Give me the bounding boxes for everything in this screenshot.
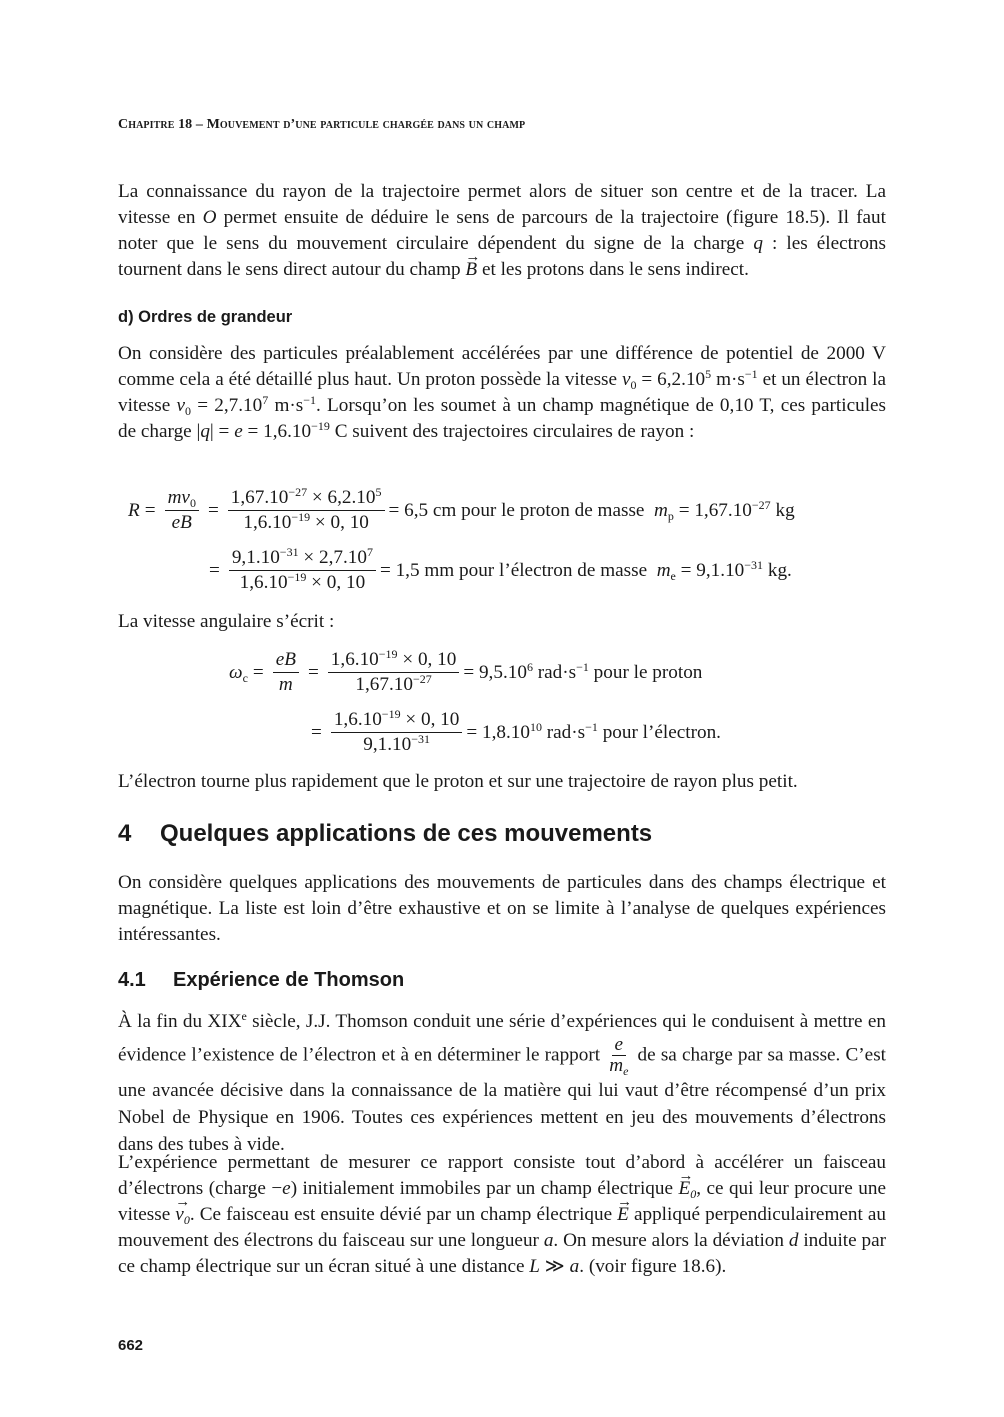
text: | = <box>209 421 235 442</box>
math-omega: ω <box>229 661 243 683</box>
text: p <box>667 508 674 523</box>
text: appliqué perpendiculairement au mouvement des électrons du faisceau sur une longueur <box>118 1204 886 1251</box>
exponent: −27 <box>751 497 771 512</box>
paragraph-trajectory <box>118 179 886 283</box>
chapter-title: Mouvement d’une particule chargée dans un champ <box>206 117 526 132</box>
text: = 1,67.10 <box>673 499 752 521</box>
text: e <box>612 1035 627 1056</box>
paragraph-conclusion: L’électron tourne plus rapidement que le proton et sur une trajectoire de rayon plus petit. <box>118 771 798 792</box>
text: 0 <box>690 1187 697 1201</box>
running-header <box>118 117 525 133</box>
paragraph-thomson-experiment <box>118 1150 886 1280</box>
text: m·s <box>268 395 304 416</box>
math-R: R <box>128 499 140 521</box>
text: L <box>529 1256 540 1277</box>
text: −1 <box>585 719 598 734</box>
exponent: −1 <box>744 367 758 381</box>
text: La connaissance du rayon de la trajectoire permet alors de situer son centre et de la tracer. La vitesse en <box>118 181 886 228</box>
text: rad·s <box>541 721 586 743</box>
text: × 6,2.10 <box>307 487 376 508</box>
page-number: 662 <box>118 1337 144 1354</box>
text: × 0, 10 <box>400 709 460 730</box>
vector-B: → B <box>465 257 477 283</box>
text: mv <box>167 487 190 508</box>
equation-omega-electron: = $\frac{1,6.10^{-19} \times 0, 10}{9,1.10^{-31}}$ = $1,8.10^{10}$ $rad\cdot s^{-1}$ pour l’électron. <box>311 707 721 755</box>
subscript: 0 <box>630 378 637 392</box>
text: m <box>609 1055 624 1076</box>
text: permet ensuite de déduire le sens de parcours de la trajectoire (figure 18.5). Il faut noter que le sens du mouvement circulaire dépendent du signe de la charge <box>118 207 886 254</box>
text: m <box>656 559 671 581</box>
equation-radius-electron: = $\frac{9,1.10^{-31} \times 2,7.10^7}{1,6.10^{-19} \times 0, 10}$ = 1,5 mm pour l’électron de masse $m_e = 9,1.10^{-31}$ kg. <box>209 545 792 593</box>
text: 9,1.10 <box>231 547 280 568</box>
text: On considère des particules préalablement accélérées par une différence de potentiel de 2000 V comme cela a été détaillé plus haut. Un proton possède la vitesse <box>118 343 886 390</box>
paragraph-angular: La vitesse angulaire s’écrit : <box>118 611 335 632</box>
math-q: q <box>753 233 763 254</box>
text: e <box>282 1178 291 1199</box>
text: pour le proton <box>588 661 703 683</box>
result-text: = 6,5 cm pour le proton de masse <box>388 499 650 521</box>
fraction <box>229 546 376 595</box>
paragraph-orders <box>118 341 886 445</box>
text: pour l’électron. <box>597 721 721 743</box>
text: C suivent des trajectoires circulaires de rayon : <box>329 421 695 442</box>
text: eB <box>275 649 296 670</box>
text: kg <box>770 499 795 521</box>
text: L’expérience permettant de mesurer ce rapport consiste tout d’abord à accélérer un faisceau d’électrons (charge − <box>118 1152 886 1199</box>
text: v <box>175 1204 184 1225</box>
text: 1,6.10 <box>330 649 379 670</box>
math-e: e <box>234 421 243 442</box>
text: rad·s <box>532 661 577 683</box>
text: = 9,1.10 <box>675 559 745 581</box>
fraction <box>331 708 463 757</box>
omega-symbol <box>229 660 248 686</box>
text: ≫ <box>539 1256 570 1277</box>
equation-radius-proton: R = $\frac{mv_0}{eB}$ = $\frac{1,67.10^{-27} \times 6,2.10^5}{1,6.10^{-19} \times 0, 10}$ = 6,5 cm pour le proton de masse $m_p = 1,67.10^{-27}$ kg <box>128 485 795 533</box>
vector-v0 <box>175 1202 190 1228</box>
text: −19 <box>378 647 398 661</box>
paragraph-thomson-history <box>118 1008 886 1158</box>
text: induite par ce champ électrique sur un écran situé à une distance <box>118 1230 886 1277</box>
text: À la fin du XIX <box>118 1011 242 1032</box>
text: . Lorsqu’on les soumet à un champ magnétique de 0,10 T, ces particules de charge | <box>118 395 887 442</box>
result <box>389 498 795 524</box>
text: = 9,5.10 <box>463 661 527 683</box>
text: a <box>569 1256 580 1277</box>
text: × 0, 10 <box>310 512 369 533</box>
text: 1,6.10 <box>333 709 382 730</box>
subscript: 0 <box>184 404 191 418</box>
text: . On mesure alors la déviation <box>553 1230 789 1251</box>
text: . (voir figure 18.6). <box>579 1256 727 1277</box>
text: eB <box>171 512 192 533</box>
text: e <box>623 1064 629 1078</box>
vector-E0 <box>678 1176 696 1202</box>
text: −19 <box>381 707 401 721</box>
fraction <box>228 486 385 535</box>
exponent: −31 <box>744 557 764 572</box>
fraction-e-over-me <box>609 1035 628 1077</box>
text: −27 <box>288 485 308 499</box>
math-v: v <box>176 395 185 416</box>
text: , ce qui leur procure une vitesse <box>118 1178 886 1225</box>
section-title: Quelques applications de ces mouvements <box>160 820 653 847</box>
text: × 2,7.10 <box>298 547 367 568</box>
text: 1,67.10 <box>230 487 289 508</box>
math-v: v <box>621 369 631 390</box>
subsection-number: 4.1 <box>118 969 146 991</box>
text: 1,67.10 <box>355 674 413 695</box>
text: × 0, 10 <box>306 572 366 593</box>
result-text: = 1,5 mm pour l’électron de masse <box>379 559 652 581</box>
fraction <box>273 648 299 697</box>
text: = 1,6.10 <box>242 421 312 442</box>
vector-E: → E <box>617 1202 629 1228</box>
text: c <box>242 670 248 685</box>
text: a <box>543 1230 554 1251</box>
text: de sa charge par sa masse. C’est une avancée décisive dans la connaissance de la matière qui lui vaut d’être récompensé d’un prix Nobel de Physique en 1906. Toutes ces expériences mettent en jeu des mouvements d’électrons dans des tubes à vide. <box>118 1044 886 1155</box>
text: = 6,2.10 <box>636 369 706 390</box>
subsection-heading <box>118 969 404 992</box>
text: d <box>788 1230 799 1251</box>
text: −31 <box>411 732 430 746</box>
chapter-number: Chapitre 18 – <box>118 117 203 132</box>
text: : les électrons tournent dans le sens direct autour du champ <box>118 233 886 280</box>
text: et les protons dans le sens indirect. <box>477 259 749 280</box>
text: . Ce faisceau est ensuite dévié par un champ électrique <box>189 1204 618 1225</box>
text: 5 <box>375 485 382 499</box>
text: × 0, 10 <box>397 649 457 670</box>
text: 0 <box>189 496 196 510</box>
exponent: 7 <box>262 393 269 407</box>
equation-omega-proton: $\omega_c$ = $\frac{eB}{m}$ = $\frac{1,6.10^{-19} \times 0, 10}{1,67.10^{-27}}$ = $9,5.10^6$ $rad\cdot s^{-1}$ pour le proton <box>229 647 703 695</box>
paragraph-applications: On considère quelques applications des mouvements de particules dans des champs électrique et magnétique. La liste est loin d’être exhaustive et on se limite à l’analyse de quelques expériences intéressantes. <box>118 872 886 945</box>
text: = 2,7.10 <box>190 395 263 416</box>
text: −19 <box>287 570 307 584</box>
text: m <box>654 499 668 521</box>
text: −19 <box>291 510 311 524</box>
text: 9,1.10 <box>363 734 412 755</box>
exponent: 5 <box>705 367 712 381</box>
text: −1 <box>576 659 589 674</box>
text: siècle, J.J. Thomson conduit une série d’expériences qui le conduisent à mettre en évidence l’existence de l’électron et à en déterminer le rapport <box>118 1011 886 1066</box>
text: = 1,8.10 <box>466 721 530 743</box>
text: −27 <box>412 672 432 686</box>
text: e <box>241 1009 247 1023</box>
result <box>380 558 792 584</box>
section-heading <box>118 820 652 848</box>
math-q: q <box>200 421 210 442</box>
text: 7 <box>366 545 373 559</box>
section-number: 4 <box>118 820 132 847</box>
subsection-title: Expérience de Thomson <box>173 969 405 991</box>
text: 1,6.10 <box>243 512 292 533</box>
text: 0 <box>183 1213 190 1227</box>
math-O: O <box>202 207 217 228</box>
text: E <box>678 1178 691 1199</box>
fraction <box>328 648 460 697</box>
text: 1,6.10 <box>239 572 288 593</box>
text: ) initialement immobiles par un champ électrique <box>290 1178 679 1199</box>
exponent: −19 <box>311 419 330 433</box>
text: −31 <box>279 545 299 559</box>
result <box>463 660 702 686</box>
text: 10 <box>529 719 542 734</box>
fraction <box>165 486 199 535</box>
text: 6 <box>526 659 533 674</box>
result <box>466 720 721 746</box>
text: m <box>278 674 293 695</box>
text: e <box>670 568 676 583</box>
exponent: −1 <box>303 393 317 407</box>
text: kg. <box>763 559 792 581</box>
text: et un électron la vitesse <box>118 369 887 416</box>
text: m·s <box>711 369 745 390</box>
subsection-heading: d) Ordres de grandeur <box>118 308 293 326</box>
